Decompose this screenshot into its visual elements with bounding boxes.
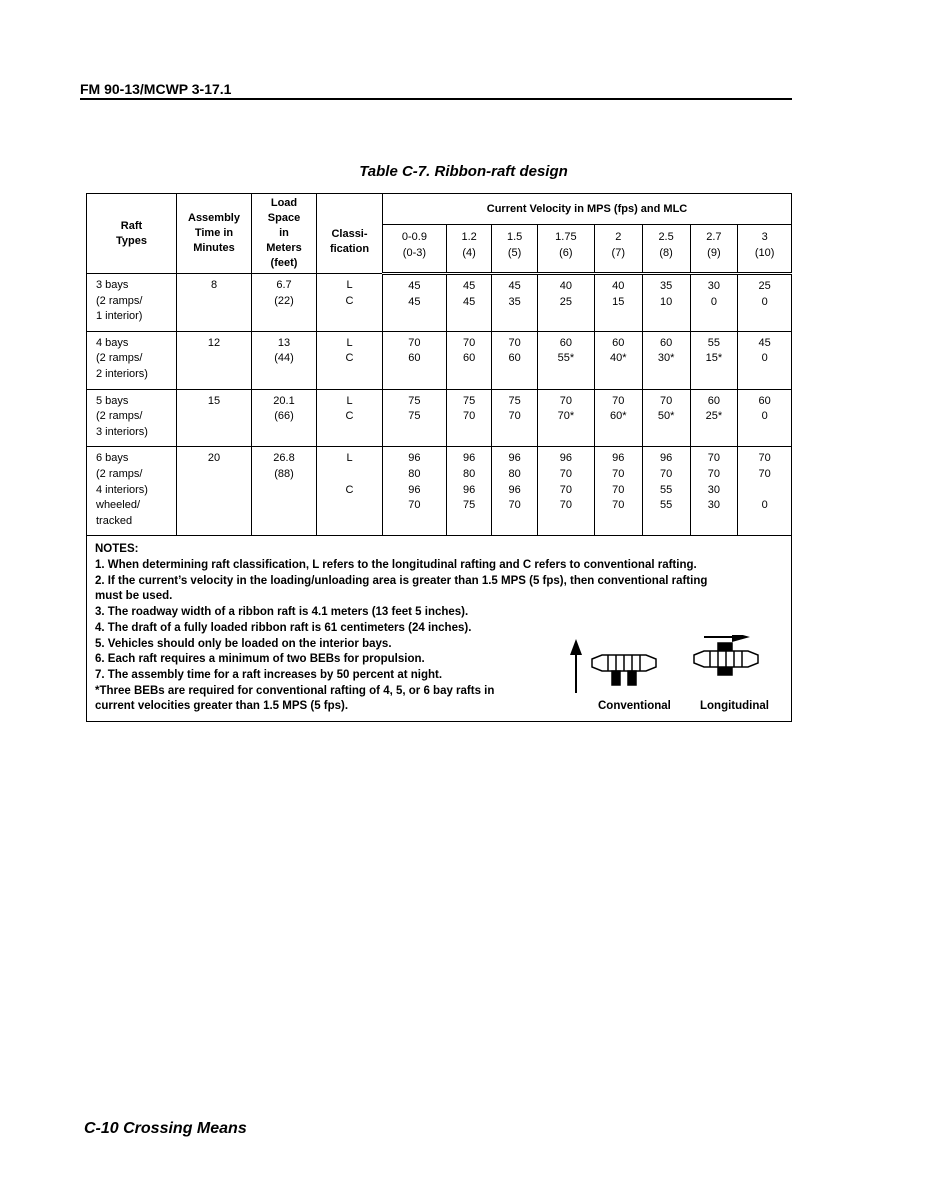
cell-line: 45: [408, 280, 421, 292]
cell-line: 70: [612, 467, 625, 480]
classification-cell: [317, 447, 383, 536]
mlc-value-cell: [537, 331, 594, 389]
cell-line: 30: [707, 280, 721, 292]
cell-line: 4 interiors): [96, 483, 148, 496]
cell-line: 70: [707, 467, 721, 480]
cell-line: 70: [758, 467, 771, 480]
cell-line: 40: [559, 280, 572, 292]
cell-line: 15: [207, 394, 221, 407]
longitudinal-raft-icon: [694, 643, 758, 675]
cell-line: C: [345, 483, 354, 496]
cell-line: L: [346, 279, 353, 291]
page-header: [80, 80, 792, 100]
velocity-header: [383, 225, 447, 274]
cell-line: 70: [612, 499, 625, 512]
cell-line: 13: [277, 336, 291, 349]
mlc-value-cell: [738, 447, 792, 536]
velocity-group-header: Current Velocity in MPS (fps) and MLC: [383, 194, 792, 225]
note-line: 2. If the current’s velocity in the loading/unloading area is greater than 1.5 MPS (5 fps), then conventional rafting: [95, 574, 708, 587]
mlc-value-cell: [492, 331, 538, 389]
header-line: Meters: [266, 242, 302, 254]
velocity-header: [446, 225, 492, 274]
cell-line: 35: [508, 295, 521, 308]
cell-line: 50*: [657, 410, 675, 423]
cell-line: 70: [659, 394, 673, 407]
cell-line: 96: [462, 452, 476, 465]
velocity-fps: (6): [559, 247, 573, 259]
note-line: 1. When determining raft classification, L refers to the longitudinal rafting and C refers to conventional rafting.: [95, 559, 697, 572]
cell-line: 60: [559, 336, 572, 349]
classification-header: [317, 194, 383, 274]
cell-line: 25: [559, 295, 572, 308]
cell-line: 0: [710, 295, 717, 308]
cell-line: 40: [612, 280, 625, 292]
cell-line: 70: [707, 452, 721, 465]
velocity-mps: 1.5: [506, 231, 523, 243]
ribbon-raft-table: [86, 193, 792, 722]
raft-orientation-diagram: [568, 635, 783, 715]
current-arrow-icon: [570, 639, 582, 693]
mlc-value-cell: [690, 447, 738, 536]
cell-line: 70: [559, 483, 572, 496]
cell-line: 2 interiors): [96, 367, 148, 380]
cell-line: 45: [758, 336, 771, 349]
cell-line: C: [345, 294, 354, 307]
mlc-value-cell: [642, 274, 690, 332]
raft-types-header: [87, 194, 177, 274]
cell-line: wheeled/: [96, 499, 141, 512]
cell-line: 70: [559, 467, 572, 480]
cell-line: 70: [659, 467, 673, 480]
mlc-value-cell: [537, 447, 594, 536]
mlc-value-cell: [690, 274, 738, 332]
cell-line: 75: [408, 394, 421, 407]
mlc-value-cell: [492, 274, 538, 332]
velocity-header: [690, 225, 738, 274]
cell-line: 60: [508, 352, 521, 365]
cell-line: 20: [207, 452, 221, 465]
velocity-mps: 1.2: [461, 231, 477, 243]
cell-line: (22): [274, 294, 294, 307]
cell-line: (44): [274, 352, 294, 365]
note-line: *Three BEBs are required for conventional rafting of 4, 5, or 6 bay rafts in: [95, 684, 495, 697]
cell-line: 25*: [705, 410, 723, 423]
velocity-header: [537, 225, 594, 274]
velocity-mps: 2.5: [658, 231, 674, 243]
cell-line: 1 interior): [96, 310, 143, 323]
cell-line: 0: [761, 410, 768, 423]
cell-line: 70: [612, 483, 625, 496]
cell-line: 0: [761, 295, 768, 308]
cell-line: 45: [508, 280, 521, 292]
document-id: FM 90-13/MCWP 3-17.1: [80, 81, 232, 97]
note-line: 5. Vehicles should only be loaded on the interior bays.: [95, 637, 392, 650]
cell-line: C: [345, 410, 354, 423]
conventional-label: Conventional: [598, 700, 671, 713]
cell-line: 6.7: [276, 279, 292, 291]
header-line: Raft: [120, 219, 143, 232]
velocity-mps: 1.75: [555, 231, 577, 243]
cell-line: 6 bays: [96, 452, 129, 465]
mlc-value-cell: [642, 389, 690, 447]
load-space-header: [252, 194, 317, 274]
notes-row: [87, 536, 792, 722]
cell-line: 70: [508, 410, 521, 423]
header-line: Classi-: [331, 227, 368, 240]
cell-line: 80: [408, 467, 421, 480]
note-line: must be used.: [95, 590, 173, 603]
cell-line: C: [345, 352, 354, 365]
cell-line: 4 bays: [96, 336, 129, 349]
cell-line: 80: [462, 467, 476, 480]
mlc-value-cell: [738, 331, 792, 389]
mlc-value-cell: [594, 331, 642, 389]
page-footer: C-10 Crossing Means: [84, 1120, 247, 1137]
cell-line: 26.8: [273, 452, 295, 465]
cell-line: 70: [758, 452, 771, 465]
assembly-time-cell: [177, 389, 252, 447]
velocity-fps: (0-3): [402, 247, 427, 259]
cell-line: 8: [210, 279, 218, 291]
mlc-value-cell: [690, 331, 738, 389]
cell-line: 70: [559, 499, 572, 512]
cell-line: 3 bays: [96, 279, 129, 291]
cell-line: 96: [508, 452, 521, 465]
cell-line: 70: [408, 336, 421, 349]
cell-line: 96: [508, 483, 521, 496]
cell-line: 15*: [705, 352, 723, 365]
load-space-cell: [252, 274, 317, 332]
mlc-value-cell: [383, 389, 447, 447]
assembly-time-cell: [177, 331, 252, 389]
velocity-fps: (8): [659, 247, 673, 259]
cell-line: 55: [707, 336, 721, 349]
cell-line: 70: [559, 394, 572, 407]
velocity-mps: 2.7: [706, 231, 722, 243]
velocity-mps: 3: [761, 231, 768, 243]
load-space-cell: [252, 389, 317, 447]
cell-line: 0: [761, 352, 768, 365]
assembly-time-cell: [177, 447, 252, 536]
velocity-header: [738, 225, 792, 274]
table-row: [87, 389, 792, 447]
cell-line: 35: [659, 280, 673, 292]
mlc-value-cell: [492, 389, 538, 447]
assembly-header: [177, 194, 252, 274]
cell-line: tracked: [96, 514, 133, 527]
cell-line: 20.1: [273, 394, 295, 407]
cell-line: 75: [408, 410, 421, 423]
cell-line: 3 interiors): [96, 425, 148, 438]
cell-line: 40*: [610, 352, 627, 365]
cell-line: 70: [462, 410, 476, 423]
cell-line: 45: [462, 295, 476, 308]
cell-line: L: [346, 394, 353, 407]
cell-line: (2 ramps/: [96, 352, 143, 365]
cell-line: 96: [559, 452, 572, 465]
cell-line: 70: [508, 499, 521, 512]
velocity-mps: 2: [615, 231, 622, 243]
mlc-value-cell: [594, 447, 642, 536]
cell-line: [321, 498, 378, 514]
velocity-mps: 0-0.9: [401, 231, 427, 243]
mlc-value-cell: [383, 274, 447, 332]
header-line: Types: [116, 234, 147, 247]
cell-line: 96: [462, 483, 476, 496]
cell-line: 60: [707, 394, 721, 407]
cell-line: 60: [408, 352, 421, 365]
velocity-header: [594, 225, 642, 274]
cell-line: (88): [274, 467, 294, 480]
mlc-value-cell: [446, 389, 492, 447]
load-space-cell: [252, 331, 317, 389]
cell-line: 55: [659, 499, 673, 512]
header-line: (feet): [270, 257, 298, 269]
cell-line: 55: [659, 483, 673, 496]
cell-line: 60: [462, 352, 476, 365]
cell-line: (2 ramps/: [96, 294, 143, 307]
table-row: [87, 331, 792, 389]
cell-line: 70: [462, 336, 476, 349]
cell-line: 60: [612, 336, 625, 349]
raft-type-cell: [87, 389, 177, 447]
conventional-raft-icon: [592, 655, 656, 685]
cell-line: 75: [462, 499, 476, 512]
cell-line: 70: [508, 336, 521, 349]
raft-diagram-svg: [568, 635, 783, 697]
header-line: Minutes: [193, 242, 235, 254]
cell-line: 80: [508, 467, 521, 480]
cell-line: 60: [659, 336, 673, 349]
mlc-value-cell: [690, 389, 738, 447]
cell-line: (66): [274, 410, 294, 423]
load-space-cell: [252, 447, 317, 536]
notes-cell: [87, 536, 792, 722]
cell-line: 55*: [557, 352, 575, 365]
note-line: current velocities greater than 1.5 MPS (5 fps).: [95, 700, 349, 713]
table-row: [87, 447, 792, 536]
header-line: Assembly: [188, 212, 240, 224]
mlc-value-cell: [492, 447, 538, 536]
mlc-value-cell: [537, 274, 594, 332]
raft-type-cell: [87, 447, 177, 536]
mlc-value-cell: [594, 389, 642, 447]
cell-line: 30: [707, 483, 721, 496]
cell-line: 0: [761, 499, 768, 512]
mlc-value-cell: [383, 331, 447, 389]
note-line: 6. Each raft requires a minimum of two BEBs for propulsion.: [95, 653, 425, 666]
mlc-value-cell: [738, 389, 792, 447]
classification-cell: [317, 274, 383, 332]
mlc-value-cell: [446, 447, 492, 536]
mlc-value-cell: [446, 331, 492, 389]
cell-line: 30*: [657, 352, 675, 365]
cell-line: 45: [408, 295, 421, 308]
table-row: [87, 274, 792, 332]
mlc-value-cell: [537, 389, 594, 447]
cell-line: 70*: [557, 410, 575, 423]
cell-line: 96: [408, 483, 421, 496]
cell-line: [321, 467, 378, 483]
cell-line: 96: [612, 452, 625, 465]
classification-cell: [317, 331, 383, 389]
cell-line: 96: [659, 452, 673, 465]
cell-line: 12: [207, 336, 221, 349]
note-line: 4. The draft of a fully loaded ribbon raft is 61 centimeters (24 inches).: [95, 621, 472, 634]
cell-line: (2 ramps/: [96, 410, 143, 423]
assembly-time-cell: [177, 274, 252, 332]
mlc-value-cell: [446, 274, 492, 332]
cell-line: [742, 483, 787, 499]
cell-line: 45: [462, 280, 476, 292]
velocity-fps: (4): [462, 247, 476, 259]
header-line: fication: [329, 242, 370, 255]
mlc-value-cell: [642, 331, 690, 389]
cell-line: L: [346, 452, 353, 465]
header-line: Load: [270, 197, 298, 209]
cell-line: 60: [758, 394, 771, 407]
cell-line: 70: [612, 394, 625, 407]
cell-line: 70: [408, 499, 421, 512]
header-line: Time in: [194, 227, 234, 239]
cell-line: L: [346, 336, 353, 349]
mlc-value-cell: [738, 274, 792, 332]
note-line: 3. The roadway width of a ribbon raft is 4.1 meters (13 feet 5 inches).: [95, 606, 469, 619]
notes-title: NOTES:: [95, 543, 139, 556]
velocity-header: [642, 225, 690, 274]
header-line: Space: [267, 212, 301, 224]
cell-line: (2 ramps/: [96, 467, 143, 480]
velocity-fps: (7): [611, 247, 625, 259]
velocity-fps: (9): [707, 247, 721, 259]
classification-cell: [317, 389, 383, 447]
raft-type-cell: [87, 331, 177, 389]
direction-arrow-icon: [704, 635, 750, 642]
header-line: in: [279, 227, 289, 239]
raft-type-cell: [87, 274, 177, 332]
note-line: 7. The assembly time for a raft increases by 50 percent at night.: [95, 668, 443, 681]
longitudinal-label: Longitudinal: [700, 700, 769, 713]
mlc-value-cell: [594, 274, 642, 332]
cell-line: 96: [408, 452, 421, 465]
mlc-value-cell: [642, 447, 690, 536]
cell-line: 75: [462, 394, 476, 407]
mlc-value-cell: [383, 447, 447, 536]
velocity-header: [492, 225, 538, 274]
cell-line: 75: [508, 394, 521, 407]
cell-line: 30: [707, 499, 721, 512]
velocity-fps: (5): [507, 247, 522, 259]
header-row: [87, 194, 792, 225]
table-caption: Table C-7. Ribbon-raft design: [359, 163, 568, 180]
cell-line: 25: [758, 280, 771, 292]
cell-line: 5 bays: [96, 394, 129, 407]
cell-line: 10: [659, 295, 673, 308]
cell-line: 60*: [610, 410, 627, 423]
cell-line: 15: [612, 295, 625, 308]
velocity-fps: (10): [754, 247, 775, 259]
